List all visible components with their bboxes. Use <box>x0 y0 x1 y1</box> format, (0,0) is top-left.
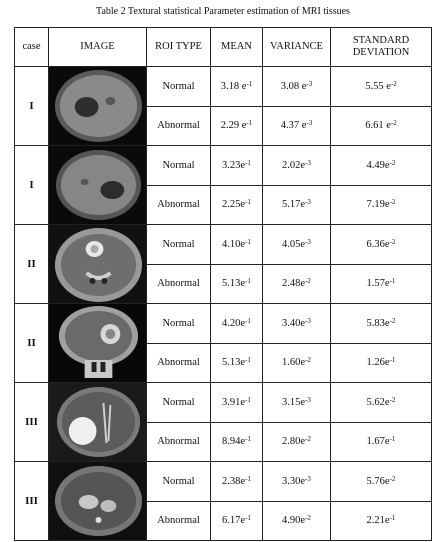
variance-value: $3.15e^{-3}$ <box>263 383 331 423</box>
std-deviation-value: $4.49e^{-2}$ <box>331 146 432 186</box>
std-deviation-value: $5.76e^{-2}$ <box>331 462 432 502</box>
header-case: case <box>15 28 49 67</box>
mean-value-exponent: -1 <box>245 237 251 246</box>
mri-t2-axial-icon <box>49 462 146 540</box>
variance-value-exponent: -2 <box>305 277 311 286</box>
std-deviation-value-exponent: -2 <box>389 237 396 246</box>
std-deviation-value: $1.26e^{-1}$ <box>331 343 432 383</box>
mri-t2-axial-icon <box>49 383 146 461</box>
std-deviation-value: 5.55 $e^{-2}$ <box>331 67 432 107</box>
mean-value: $3.91e^{-1}$ <box>211 383 263 423</box>
mean-value: 2.29 $e^{-1}$ <box>211 106 263 146</box>
mri-image <box>49 225 147 304</box>
variance-value-exponent: -2 <box>305 435 311 444</box>
mean-value-exponent: -1 <box>245 356 251 365</box>
mri-image <box>49 67 147 146</box>
header-row <box>15 28 432 67</box>
std-deviation-value: $7.19e^{-2}$ <box>331 185 432 225</box>
case-label: III <box>15 462 49 541</box>
table-row <box>15 383 432 423</box>
mri-image <box>49 462 147 541</box>
roi-type: Abnormal <box>147 501 211 541</box>
case-label: I <box>15 146 49 225</box>
std-deviation-value-exponent: -2 <box>390 79 397 88</box>
variance-value-exponent: -2 <box>305 514 311 523</box>
std-deviation-value: $2.21e^{-1}$ <box>331 501 432 541</box>
header-roi-type: ROI TYPE <box>147 28 211 67</box>
std-deviation-value-exponent: -2 <box>389 474 396 483</box>
header-std-line2: DEVIATION <box>352 47 410 58</box>
variance-value: $5.17e^{-3}$ <box>263 185 331 225</box>
mean-value-exponent: -1 <box>245 395 251 404</box>
case-label: II <box>15 304 49 383</box>
mean-value-exponent: -1 <box>245 474 251 483</box>
std-deviation-value-exponent: -2 <box>389 316 396 325</box>
table-row <box>15 304 432 344</box>
table-row <box>15 225 432 265</box>
variance-value: $2.80e^{-2}$ <box>263 422 331 462</box>
variance-value-exponent: -3 <box>306 119 313 128</box>
case-label: III <box>15 383 49 462</box>
variance-value-exponent: -3 <box>305 198 311 207</box>
mean-value: $4.10e^{-1}$ <box>211 225 263 265</box>
mri-image <box>49 146 147 225</box>
case-label: I <box>15 67 49 146</box>
variance-value: $2.48e^{-2}$ <box>263 264 331 304</box>
mri-coronal-tumor-icon <box>49 304 146 382</box>
mean-value-exponent: -1 <box>245 277 251 286</box>
std-deviation-value-exponent: -1 <box>389 514 396 523</box>
variance-value: $4.05e^{-3}$ <box>263 225 331 265</box>
mean-value: $2.25e^{-1}$ <box>211 185 263 225</box>
variance-value-exponent: -3 <box>305 395 311 404</box>
mean-value-exponent: -1 <box>245 435 251 444</box>
std-deviation-value: $5.62e^{-2}$ <box>331 383 432 423</box>
std-deviation-value-exponent: -1 <box>389 277 396 286</box>
mri-axial-tumor-icon <box>49 225 146 303</box>
mean-value: $6.17e^{-1}$ <box>211 501 263 541</box>
std-deviation-value: 6.61 $e^{-2}$ <box>331 106 432 146</box>
mean-value: $5.13e^{-1}$ <box>211 264 263 304</box>
mri-axial-scan-icon <box>49 67 146 145</box>
mean-value-exponent: -1 <box>245 514 251 523</box>
mean-value: $5.13e^{-1}$ <box>211 343 263 383</box>
std-deviation-value-exponent: -1 <box>389 435 396 444</box>
header-image: IMAGE <box>49 28 147 67</box>
variance-value: $3.30e^{-3}$ <box>263 462 331 502</box>
roi-type: Normal <box>147 304 211 344</box>
table-caption: Table 2 Textural statistical Parameter estimation of MRI tissues <box>96 6 350 17</box>
mean-value-exponent: -1 <box>246 79 253 88</box>
roi-type: Abnormal <box>147 106 211 146</box>
mri-statistics-table <box>14 27 432 541</box>
mean-value: $8.94e^{-1}$ <box>211 422 263 462</box>
std-deviation-value-exponent: -2 <box>389 198 396 207</box>
roi-type: Normal <box>147 67 211 107</box>
std-deviation-value: $5.83e^{-2}$ <box>331 304 432 344</box>
std-deviation-value: $1.67e^{-1}$ <box>331 422 432 462</box>
table-row <box>15 67 432 107</box>
header-standard-deviation <box>331 28 432 67</box>
roi-type: Abnormal <box>147 422 211 462</box>
roi-type: Normal <box>147 225 211 265</box>
table-row <box>15 146 432 186</box>
variance-value: $2.02e^{-3}$ <box>263 146 331 186</box>
mri-image <box>49 304 147 383</box>
roi-type: Abnormal <box>147 343 211 383</box>
std-deviation-value: $6.36e^{-2}$ <box>331 225 432 265</box>
variance-value: $4.90e^{-2}$ <box>263 501 331 541</box>
mean-value: 3.18 $e^{-1}$ <box>211 67 263 107</box>
variance-value: $3.40e^{-3}$ <box>263 304 331 344</box>
variance-value-exponent: -3 <box>306 79 313 88</box>
roi-type: Normal <box>147 462 211 502</box>
variance-value-exponent: -3 <box>305 158 311 167</box>
table-row <box>15 462 432 502</box>
variance-value-exponent: -3 <box>305 316 311 325</box>
roi-type: Normal <box>147 383 211 423</box>
variance-value-exponent: -3 <box>305 237 311 246</box>
variance-value: 3.08 $e^{-3}$ <box>263 67 331 107</box>
mean-value-exponent: -1 <box>245 316 251 325</box>
mri-image <box>49 383 147 462</box>
mean-value-exponent: -1 <box>245 198 251 207</box>
mean-value: $2.38e^{-1}$ <box>211 462 263 502</box>
std-deviation-value-exponent: -2 <box>389 158 396 167</box>
variance-value: 4.37 $e^{-3}$ <box>263 106 331 146</box>
mean-value: $3.23e^{-1}$ <box>211 146 263 186</box>
header-variance: VARIANCE <box>263 28 331 67</box>
std-deviation-value-exponent: -2 <box>390 119 397 128</box>
roi-type: Normal <box>147 146 211 186</box>
variance-value: $1.60e^{-2}$ <box>263 343 331 383</box>
header-std-line1: STANDARD <box>352 35 410 46</box>
case-label: II <box>15 225 49 304</box>
roi-type: Abnormal <box>147 264 211 304</box>
roi-type: Abnormal <box>147 185 211 225</box>
mean-value-exponent: -1 <box>246 119 253 128</box>
mri-axial-scan-icon <box>49 146 146 224</box>
std-deviation-value-exponent: -1 <box>389 356 396 365</box>
std-deviation-value-exponent: -2 <box>389 395 396 404</box>
mean-value: $4.20e^{-1}$ <box>211 304 263 344</box>
variance-value-exponent: -3 <box>305 474 311 483</box>
header-mean: MEAN <box>211 28 263 67</box>
mean-value-exponent: -1 <box>245 158 251 167</box>
variance-value-exponent: -2 <box>305 356 311 365</box>
std-deviation-value: $1.57e^{-1}$ <box>331 264 432 304</box>
